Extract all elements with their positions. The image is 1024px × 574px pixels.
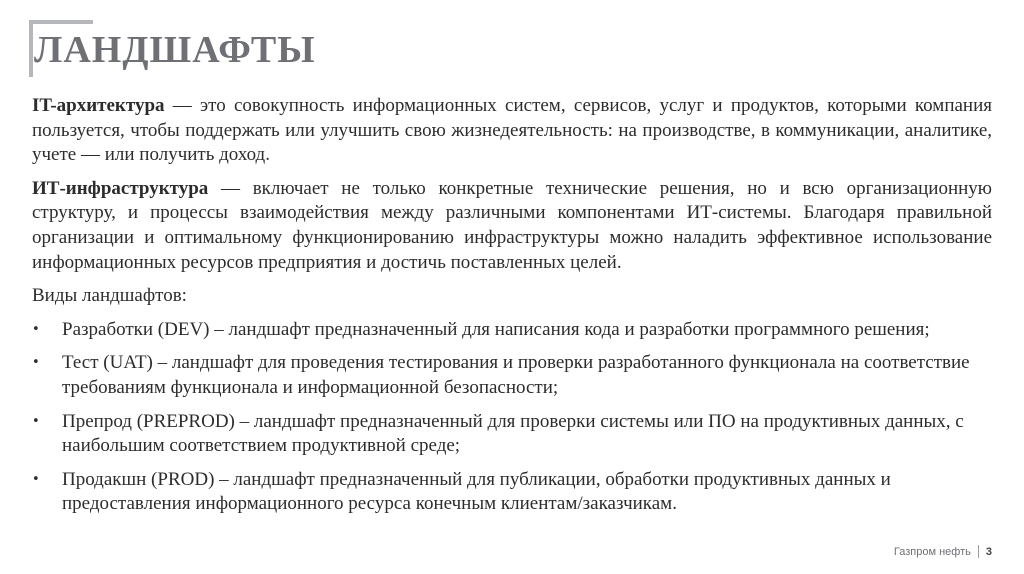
term-it-architecture: IT-архитектура [32, 95, 165, 116]
page-number: 3 [985, 545, 992, 558]
definition-it-infrastructure: — включает не только конкретные технические решения, но и всю организационную структуру, и процессы взаимодействия между различными компонентами ИТ-системы. Благодаря правильной организации и оптимальному функционированию инфраструктуры можно наладить эффективное использование информационных ресурсов предприятия и достичь поставленных целей. [32, 177, 992, 273]
term-it-infrastructure: ИТ-инфраструктура [32, 177, 209, 199]
list-item-preprod [32, 410, 992, 459]
bullet-icon: • [32, 355, 40, 371]
bullet-icon: • [32, 471, 40, 487]
list-item-text: Тест (UAT) – ландшафт для проведения тестирования и проверки разработанного функционала на соответствие требованиям функционала и информационной безопасности; [62, 352, 970, 398]
list-item-text: Продакшн (PROD) – ландшафт предназначенный для публикации, обработки продуктивных данных и предоставления информационного ресурса конечным клиентам/заказчикам. [62, 468, 891, 515]
list-item-uat [32, 351, 992, 400]
list-item-text: Препрод (PREPROD) – ландшафт предназначенный для проверки системы или ПО на продуктивных данных, с наибольшим соответствием продуктивной среде; [62, 410, 964, 457]
list-item-dev [32, 318, 992, 343]
landscape-list [32, 318, 992, 517]
definition-it-architecture: — это совокупность информационных систем, сервисов, услуг и продуктов, которыми компания пользуется, чтобы поддержать или улучшить свою жизнедеятельность: на производстве, в коммуникации, аналитике, учете — или получить доход. [32, 95, 992, 166]
slide-footer [894, 545, 992, 558]
paragraph-it-infrastructure [32, 177, 992, 275]
slide-title: ЛАНДШАФТЫ [34, 29, 316, 71]
footer-company: Газпром нефть [893, 545, 971, 558]
slide-content [32, 94, 992, 526]
bullet-icon: • [32, 413, 40, 429]
kinds-heading: Виды ландшафтов: [32, 285, 187, 307]
list-item-text: Разработки (DEV) – ландшафт предназначенный для написания кода и разработки программного решения; [62, 318, 930, 340]
bullet-icon: • [32, 321, 40, 337]
paragraph-it-architecture [32, 94, 992, 168]
list-item-prod [32, 468, 992, 517]
footer-divider [978, 545, 979, 558]
